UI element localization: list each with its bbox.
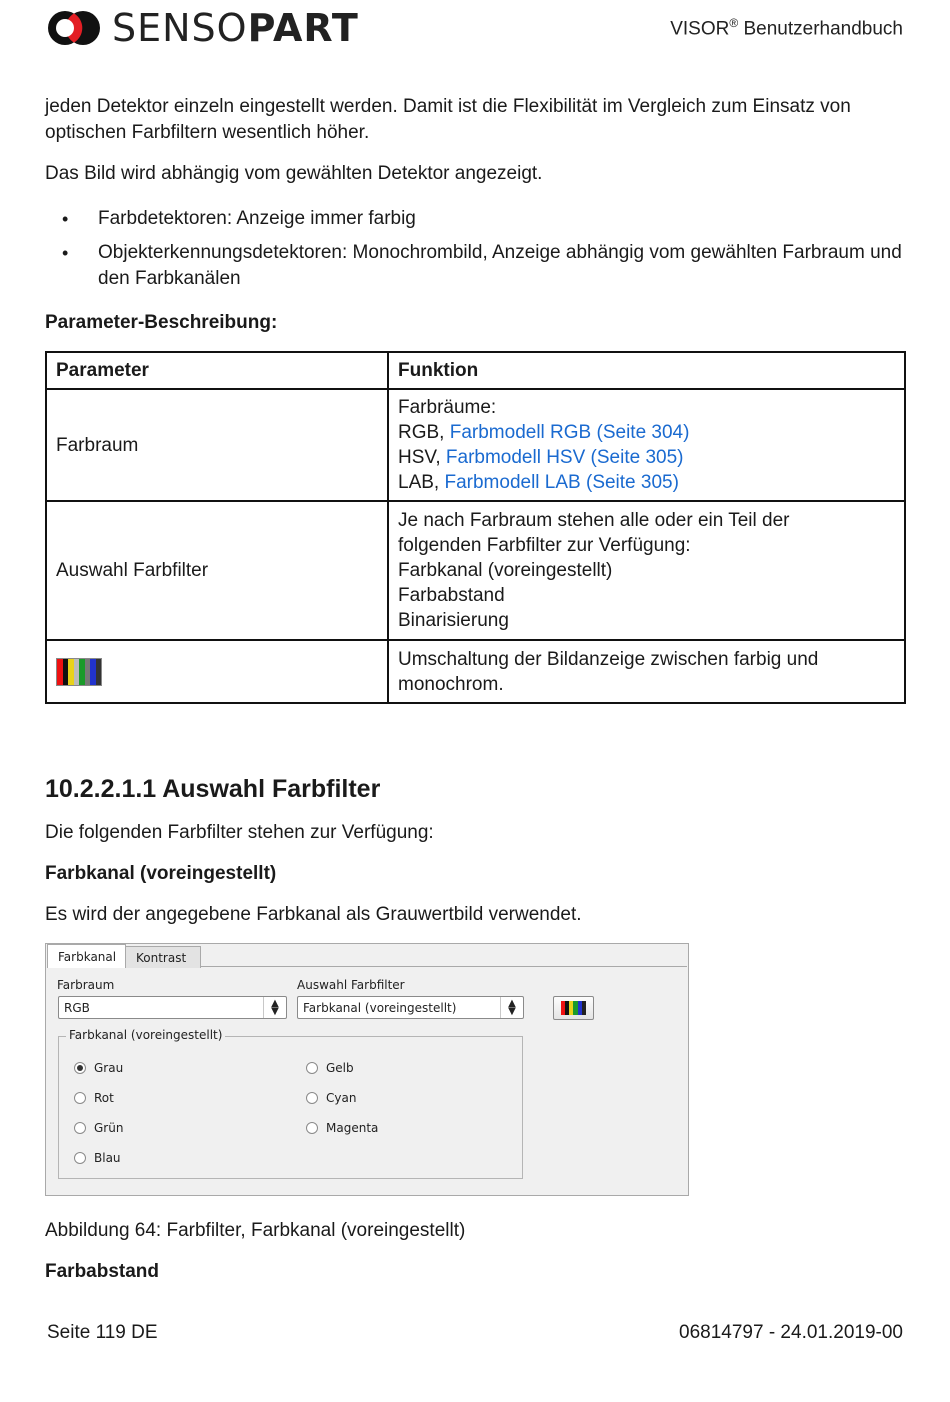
parameter-table: [45, 351, 906, 704]
radio-icon: [74, 1122, 86, 1134]
radio-blau[interactable]: Blau: [74, 1151, 121, 1165]
function-cell: [388, 501, 905, 640]
function-text: Farbräume:: [398, 397, 497, 418]
function-cell: Umschaltung der Bildanzeige zwischen farbig und monochrom.: [388, 640, 905, 703]
link-rgb[interactable]: Farbmodell RGB (Seite 304): [449, 422, 690, 443]
document-id: 06814797 - 24.01.2019-00: [679, 1322, 903, 1343]
tab-panel: [47, 966, 687, 1194]
filter-select[interactable]: [297, 996, 524, 1019]
param-cell: [46, 640, 388, 703]
table-row: [46, 640, 905, 703]
figure-caption: Abbildung 64: Farbfilter, Farbkanal (voreingestellt): [45, 1220, 466, 1241]
radio-gruen[interactable]: Grün: [74, 1121, 123, 1135]
farbraum-label: Farbraum: [57, 978, 115, 992]
radio-icon: [74, 1152, 86, 1164]
farbraum-value: RGB: [64, 1000, 90, 1015]
radio-grau[interactable]: Grau: [74, 1061, 123, 1075]
radio-magenta[interactable]: Magenta: [306, 1121, 378, 1135]
intro-paragraph: jeden Detektor einzeln eingestellt werden. Damit ist die Flexibilität im Vergleich zum Einsatz von optischen Farbfiltern wesentlich höher.: [45, 96, 851, 143]
function-line: Farbabstand: [398, 585, 505, 606]
radio-rot[interactable]: Rot: [74, 1091, 114, 1105]
detector-paragraph: Das Bild wird abhängig vom gewählten Detektor angezeigt.: [45, 163, 543, 184]
subheading: Farbkanal (voreingestellt): [45, 863, 277, 884]
function-line: LAB, Farbmodell LAB (Seite 305): [398, 472, 679, 493]
function-line: Je nach Farbraum stehen alle oder ein Teil der: [398, 510, 790, 531]
farbraum-select[interactable]: [58, 996, 287, 1019]
bullet-list: [45, 206, 905, 300]
radio-checked-icon: [74, 1062, 86, 1074]
param-cell: Farbraum: [46, 389, 388, 501]
filter-label: Auswahl Farbfilter: [297, 978, 405, 992]
color-toggle-button[interactable]: [553, 996, 594, 1020]
param-cell: Auswahl Farbfilter: [46, 501, 388, 640]
radio-cyan[interactable]: Cyan: [306, 1091, 356, 1105]
radio-icon: [306, 1092, 318, 1104]
function-line: HSV, Farbmodell HSV (Seite 305): [398, 447, 684, 468]
link-lab[interactable]: Farbmodell LAB (Seite 305): [444, 472, 679, 493]
group-title: Farbkanal (voreingestellt): [66, 1028, 225, 1042]
function-line: RGB, Farbmodell RGB (Seite 304): [398, 422, 690, 443]
color-toggle-icon: [56, 658, 102, 686]
spinner-icon: ▲ ▼: [500, 997, 523, 1018]
filter-value: Farbkanal (voreingestellt): [303, 1000, 457, 1015]
section-intro: Die folgenden Farbfilter stehen zur Verfügung:: [45, 822, 434, 843]
radio-icon: [306, 1062, 318, 1074]
document-title: VISOR® Benutzerhandbuch: [670, 16, 903, 40]
table-row: [46, 501, 905, 640]
param-heading: Parameter-Beschreibung:: [45, 312, 278, 333]
page-number: Seite 119 DE: [47, 1322, 158, 1343]
function-line: folgenden Farbfilter zur Verfügung:: [398, 535, 691, 556]
section-title: 10.2.2.1.1 Auswahl Farbfilter: [45, 775, 381, 803]
function-cell: [388, 389, 905, 501]
table-header-row: [46, 352, 905, 389]
color-toggle-icon: [561, 1001, 587, 1015]
tab-farbkanal[interactable]: Farbkanal: [47, 944, 126, 968]
table-row: [46, 389, 905, 501]
subheading: Farbabstand: [45, 1261, 160, 1282]
sensopart-logo-mark-icon: [46, 9, 102, 47]
brand-name: SENSOPART: [112, 6, 359, 50]
list-item: • Farbdetektoren: Anzeige immer farbig: [45, 206, 905, 232]
subheading-text: Es wird der angegebene Farbkanal als Grauwertbild verwendet.: [45, 904, 582, 925]
list-item: • Objekterkennungsdetektoren: Monochrombild, Anzeige abhängig vom gewählten Farbraum und den Farbkanälen: [45, 240, 905, 292]
column-header: Parameter: [46, 352, 388, 389]
tab-kontrast[interactable]: Kontrast: [125, 946, 201, 968]
farbfilter-dialog: [45, 943, 689, 1196]
column-header: Funktion: [388, 352, 905, 389]
farbkanal-group: [58, 1028, 523, 1179]
radio-icon: [74, 1092, 86, 1104]
function-line: Binarisierung: [398, 610, 509, 631]
sensopart-logo: [46, 8, 359, 48]
link-hsv[interactable]: Farbmodell HSV (Seite 305): [445, 447, 684, 468]
radio-gelb[interactable]: Gelb: [306, 1061, 354, 1075]
function-line: Farbkanal (voreingestellt): [398, 560, 613, 581]
radio-icon: [306, 1122, 318, 1134]
spinner-icon: ▲ ▼: [263, 997, 286, 1018]
